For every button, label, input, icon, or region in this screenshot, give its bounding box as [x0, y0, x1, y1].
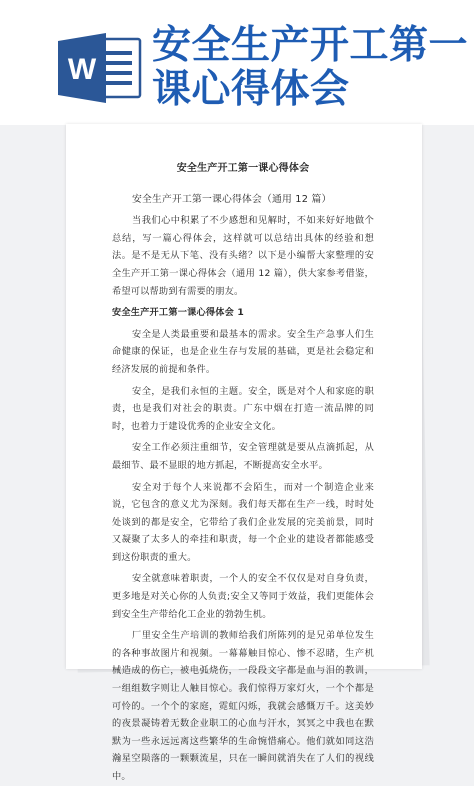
page-title [152, 24, 468, 112]
body-paragraph: 安全工作必须注重细节，安全管理就是要从点滴抓起，从最细节、最不显眼的地方抓起，不断提高安全水平。 [112, 442, 374, 471]
section-heading: 安全生产开工第一课心得体会 1 [112, 307, 245, 319]
body-paragraph: 厂里安全生产培训的教师给我们所陈列的是兄弟单位发生的各种事故图片和视频。一幕幕触目惊心、惨不忍睹，生产机械造成的伤亡，被电弧烧伤，一段段文字都是血与泪的教训，一组组数字则让人触目惊心。我们惊得万家灯火，一个个都是可怜的。一个个的家庭，霓虹闪烁，我就会感慨万千。这美妙的夜景凝铸着无数企业职工的心血与汗水，冥冥之中我也在默默为一些永远远离这些繁华的生命惋惜痛心。他们就如同这浩瀚星空陨落的一颗颗流星，只在一瞬间就消失在了人们的视线中。 [112, 630, 374, 782]
word-document-icon [58, 33, 142, 103]
body-paragraph: 安全就意味着职责，一个人的安全不仅仅是对自身负责，更多地是对关心你的人负责;安全又等同于效益，我们更能体会到安全生产带给化工企业的勃勃生机。 [112, 573, 374, 620]
page-title-line2: 课心得体会 [152, 67, 350, 112]
word-icon-letter: W [67, 53, 97, 86]
body-paragraph: 安全，是我们永恒的主题。安全，既是对个人和家庭的职责，也是我们对社会的职责。广东中烟在打造一流品牌的同时，也着力于建设优秀的企业安全文化。 [112, 385, 374, 432]
document-subtitle: 安全生产开工第一课心得体会（通用 12 篇） [132, 193, 332, 205]
header-banner [0, 0, 474, 125]
intro-paragraph: 当我们心中积累了不少感想和见解时，不如来好好地做个总结，写一篇心得体会，这样就可以总结出具体的经验和想法。是不是无从下笔、没有头绪？以下是小编帮大家整理的安全生产开工第一课心得体会（通用 12 篇），供大家参考借鉴，希望可以帮助到有需要的朋友。 [112, 215, 374, 297]
page-title-line1: 安全生产开工第一 [152, 23, 469, 68]
document-title: 安全生产开工第一课心得体会 [176, 163, 310, 174]
body-paragraph: 安全对于每个人来说都不会陌生，而对一个制造企业来说，它包含的意义尤为深刻。我们每天都在生产一线，时时处处谈到的都是安全，它带给了我们企业发展的完美前景，同时又凝聚了太多人的牵挂和职责，每一个企业的建设者都能感受到这份职责的重大。 [112, 481, 374, 563]
body-paragraph: 安全是人类最重要和最基本的需求。安全生产急事人们生命健康的保证，也是企业生存与发展的基础，更是社会稳定和经济发展的前提和条件。 [112, 328, 374, 375]
document-page [66, 124, 422, 782]
